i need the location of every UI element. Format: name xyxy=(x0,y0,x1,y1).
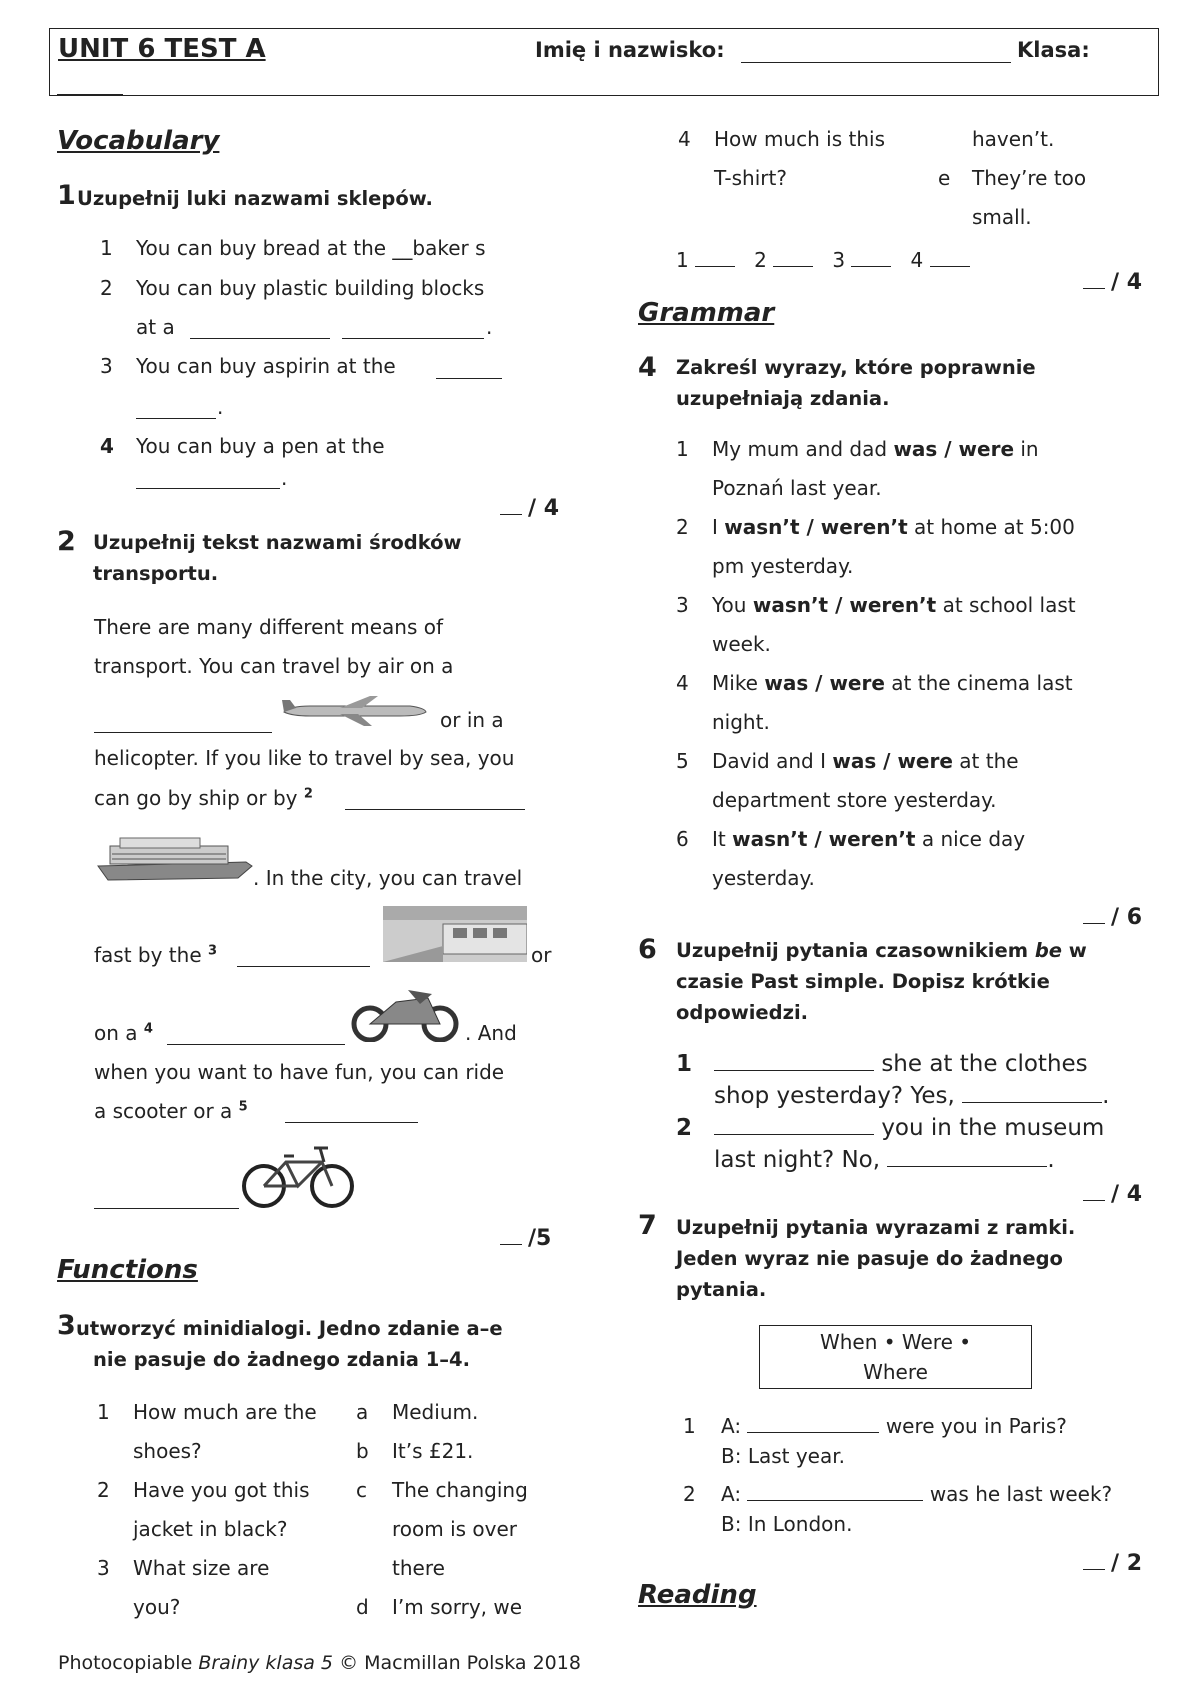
q1-number: 1 xyxy=(57,180,76,211)
q2-score: /5 xyxy=(500,1226,551,1251)
answer-blank[interactable] xyxy=(167,1022,345,1045)
q2-text-line: helicopter. If you like to travel by sea, you xyxy=(94,746,515,770)
answer-blank[interactable] xyxy=(436,356,502,379)
reading-heading: Reading xyxy=(638,1580,757,1610)
q3-left-items: How much are the shoes? Have you got this jacket in black? What size are you? xyxy=(133,1400,317,1619)
q3-right-items: Medium. It’s £21. The changing room is over there I’m sorry, we xyxy=(392,1400,528,1619)
footer-copyright: Photocopiable Brainy klasa 5 © Macmillan Polska 2018 xyxy=(58,1652,581,1674)
q2-text-line: or xyxy=(531,943,552,967)
q3-left-numbers: 1 2 3 xyxy=(97,1400,110,1580)
answer-blank[interactable] xyxy=(285,1100,418,1123)
q2-text-line: when you want to have fun, you can ride xyxy=(94,1060,505,1084)
q1-item-number: 3 xyxy=(100,354,113,378)
answer-blank[interactable] xyxy=(342,316,484,339)
q3-answer-row: 1 2 3 4 xyxy=(676,244,970,272)
answer-blank[interactable] xyxy=(136,466,280,489)
q3-instruction: utworzyć minidialogi. Jedno zdanie a–e nie pasuje do żadnego zdania 1–4. xyxy=(76,1317,503,1371)
grammar-heading: Grammar xyxy=(638,298,775,328)
q2-text-line: fast by the $^3$ xyxy=(94,943,218,967)
q4-number: 4 xyxy=(638,352,657,383)
motorbike-icon xyxy=(348,984,464,1042)
class-field[interactable] xyxy=(57,94,123,95)
q7-score: / 2 xyxy=(1083,1551,1142,1576)
answer-blank[interactable] xyxy=(237,944,370,967)
q2-text-line: There are many different means of xyxy=(94,615,444,639)
answer-blank[interactable] xyxy=(94,1186,239,1209)
q2-text-line: can go by ship or by $^2$ xyxy=(94,786,313,810)
q4-instruction: Zakreśl wyrazy, które poprawnie uzupełniają zdania. xyxy=(676,356,1036,410)
q1-item-text: You can buy bread at the __baker s xyxy=(136,236,486,260)
q2-text-line: on a $^4$ xyxy=(94,1021,153,1045)
q7-instruction: Uzupełnij pytania wyrazami z ramki. Jeden wyraz nie pasuje do żadnego pytania. xyxy=(676,1216,1076,1301)
vocabulary-heading: Vocabulary xyxy=(57,126,220,156)
q1-item-number: 2 xyxy=(100,276,113,300)
q1-item-text: You can buy plastic building blocks xyxy=(136,276,485,300)
q1-score: / 4 xyxy=(500,496,559,521)
q7-number: 7 xyxy=(638,1210,657,1241)
bicycle-icon xyxy=(240,1140,358,1210)
class-label: Klasa: xyxy=(1017,38,1090,62)
q3-left-numbers: 4 xyxy=(678,127,691,151)
airplane-icon xyxy=(280,694,430,728)
q7-dialogue-2: 2 A: was he last week? B: In London. xyxy=(683,1478,1112,1539)
q7-dialogue-1: 1 A: were you in Paris? B: Last year. xyxy=(683,1410,1067,1471)
functions-heading: Functions xyxy=(57,1255,198,1285)
name-label: Imię i nazwisko: xyxy=(535,38,725,62)
q3-right-letters: a b c d xyxy=(356,1400,369,1619)
q3-left-items: How much is this T-shirt? xyxy=(714,127,886,190)
answer-blank[interactable] xyxy=(94,710,272,733)
q4-score: / 6 xyxy=(1083,905,1142,930)
answer-blank[interactable] xyxy=(136,396,216,419)
q2-text-line: or in a xyxy=(440,708,504,732)
q3-number: 3 xyxy=(57,1310,76,1341)
q6-number: 6 xyxy=(638,934,657,965)
q2-number: 2 xyxy=(57,526,76,557)
q1-instruction: Uzupełnij luki nazwami sklepów. xyxy=(77,187,433,210)
q2-text-line: . And xyxy=(465,1021,517,1045)
q1-item-text: You can buy aspirin at the xyxy=(136,354,396,378)
q1-item-text-cont: at a xyxy=(136,315,175,339)
q2-text-line: a scooter or a $^5$ xyxy=(94,1099,248,1123)
q1-item-number: 1 xyxy=(100,236,113,260)
test-title: UNIT 6 TEST A xyxy=(58,34,266,64)
q3-right-items: haven’t. They’re too small. xyxy=(972,127,1087,229)
q3-score: / 4 xyxy=(1083,270,1142,295)
q2-text-line: transport. You can travel by air on a xyxy=(94,654,454,678)
q6-score: / 4 xyxy=(1083,1182,1142,1207)
ship-icon xyxy=(96,836,254,882)
q6-instruction: Uzupełnij pytania czasownikiem be w czasie Past simple. Dopisz krótkie odpowiedzi. xyxy=(676,939,1087,1024)
answer-blank[interactable] xyxy=(190,316,330,339)
answer-blank[interactable] xyxy=(345,787,525,810)
q4-items: 1 My mum and dad was / were in Poznań last year. 2 I wasn’t / weren’t at home at 5:00 pm yesterday. 3 You wasn’t / weren’t at school last week. 4 Mike was / were at the cinema last night. 5 David and I was / were at the department store yesterday. 6 It wasn’t / weren’t a nice day yesterday. xyxy=(676,437,1076,890)
q3-right-letters: e xyxy=(938,166,951,190)
q2-instruction: Uzupełnij tekst nazwami środków transportu. xyxy=(93,531,462,585)
word-box: When • Were • Where xyxy=(759,1325,1032,1389)
q1-item-text: You can buy a pen at the xyxy=(136,434,385,458)
q1-item-number: 4 xyxy=(100,434,114,458)
train-icon xyxy=(383,906,527,962)
name-field[interactable] xyxy=(741,62,1011,63)
q6-items: 1 she at the clothes shop yesterday? Yes, . 2 you in the museum last night? No, . xyxy=(676,1048,1109,1176)
q2-text-line: . In the city, you can travel xyxy=(253,866,523,890)
